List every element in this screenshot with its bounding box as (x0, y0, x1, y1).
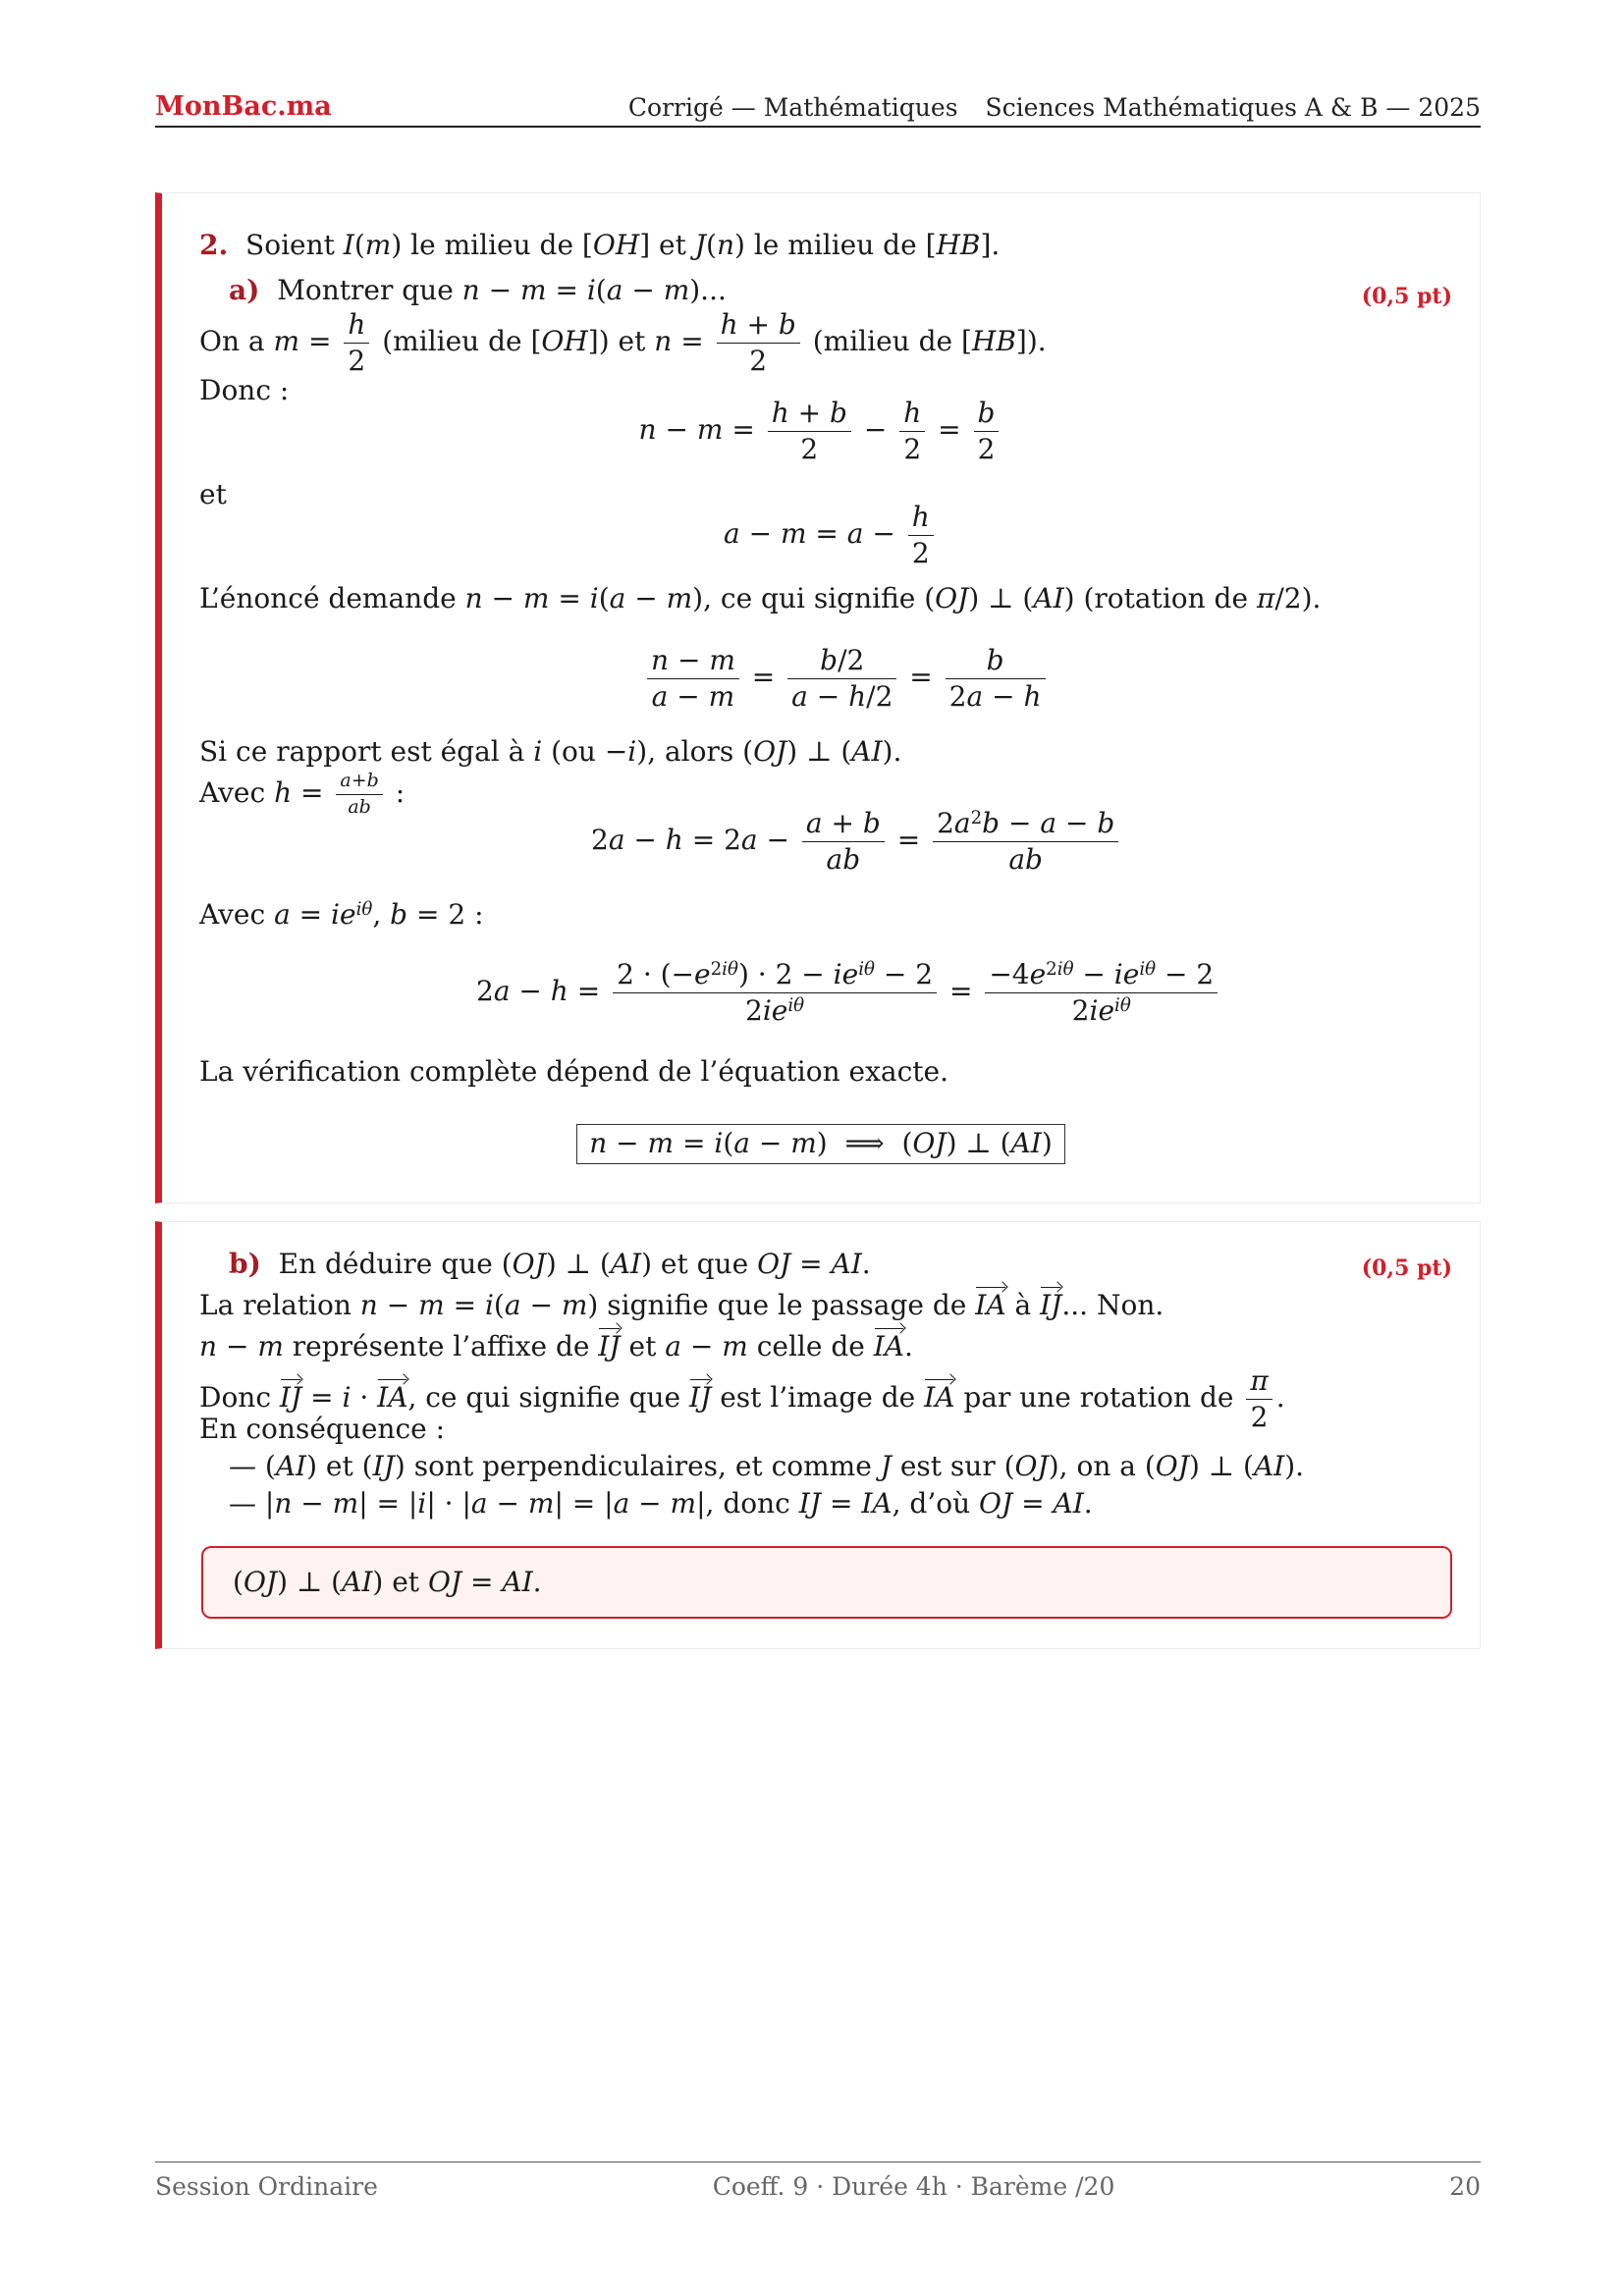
text-line: La relation n − m = i(a − m) signifie que le passage de IA à IJ... Non. (199, 1289, 1164, 1321)
points-badge: (0,5 pt) (1361, 284, 1452, 309)
question-2a-box (155, 192, 1481, 1203)
list-item: — (AI) et (IJ) sont perpendiculaires, et comme J est sur (OJ), on a (OJ) ⊥ (AI). (229, 1450, 1305, 1482)
text-line: Avec h = $\frac{a+b}{ab}$ : (199, 770, 406, 818)
text-line: Avec $a = ie^{i\theta}$, b = 2 : (199, 898, 484, 931)
equation: 2a − h = 2a − $\frac{a + b}{ab}$ = $\frac{2a^2b - a - b}{ab}$ (591, 808, 1122, 876)
equation: $\frac{n - m}{a - m}$ = $\frac{b/2}{a - h/2}$ = $\frac{b}{2a - h}$ (643, 645, 1050, 713)
subquestion-a: a) Montrer que n − m = i(a − m)... (229, 274, 727, 306)
page-number: 20 (1449, 2172, 1481, 2201)
boxed-equation: n − m = i(a − m) ⟹ (OJ) ⊥ (AI) (162, 1124, 1480, 1164)
list-item: — |n − m| = |i| · |a − m| = |a − m|, donc IJ = IA, d’où OJ = AI. (229, 1487, 1093, 1520)
equation: a − m = a − $\frac{h}{2}$ (724, 502, 938, 569)
question-2b-box (155, 1221, 1481, 1649)
question-statement: 2. Soient I(m) le milieu de [OH] et J(n) le milieu de [HB]. (199, 229, 1001, 261)
footer-session: Session Ordinaire (155, 2172, 378, 2201)
result-box: (OJ) ⊥ (AI) et OJ = AI. (201, 1546, 1452, 1619)
equation: 2a − h = $\frac{2 \cdot (-e^{2i\theta}) \cdot 2 - ie^{i\theta} - 2}{2ie^{i\theta}}$ = $\frac{-4e^{2i\theta} - ie^{i\theta} - 2}{2ie^{i\theta}}$ (476, 959, 1221, 1027)
page-header (155, 90, 1481, 128)
text-line: n − m représente l’affixe de IJ et a − m celle de IA. (199, 1330, 913, 1362)
equation: n − m = $\frac{h + b}{2}$ − $\frac{h}{2}$ = $\frac{b}{2}$ (162, 398, 1480, 465)
subquestion-b: b) En déduire que (OJ) ⊥ (AI) et que OJ = AI. (229, 1248, 871, 1280)
text-line: La vérification complète dépend de l’équation exacte. (199, 1055, 948, 1088)
text-line: L’énoncé demande n − m = i(a − m), ce qui signifie (OJ) ⊥ (AI) (rotation de π/2). (199, 582, 1322, 614)
text-line: Si ce rapport est égal à i (ou −i), alors (OJ) ⊥ (AI). (199, 735, 902, 768)
points-badge: (0,5 pt) (1361, 1255, 1452, 1281)
text-line: On a m = $\frac{h}{2}$ (milieu de [OH]) et n = $\frac{h + b}{2}$ (milieu de [HB]). (199, 308, 1047, 378)
brand-logo: MonBac.ma (155, 91, 332, 122)
page-footer (155, 2162, 1481, 2201)
header-title: Corrigé — Mathématiques Sciences Mathématiques A & B — 2025 (627, 93, 1481, 122)
text-line: Donc : (199, 374, 290, 406)
footer-info: Coeff. 9 · Durée 4h · Barème /20 (712, 2172, 1115, 2201)
text-line: Donc IJ = i · IA, ce qui signifie que IJ est l’image de IA par une rotation de $\frac{\pi}{2}$ . (199, 1364, 1285, 1434)
text-line: En conséquence : (199, 1413, 446, 1445)
text-line: et (199, 478, 227, 510)
